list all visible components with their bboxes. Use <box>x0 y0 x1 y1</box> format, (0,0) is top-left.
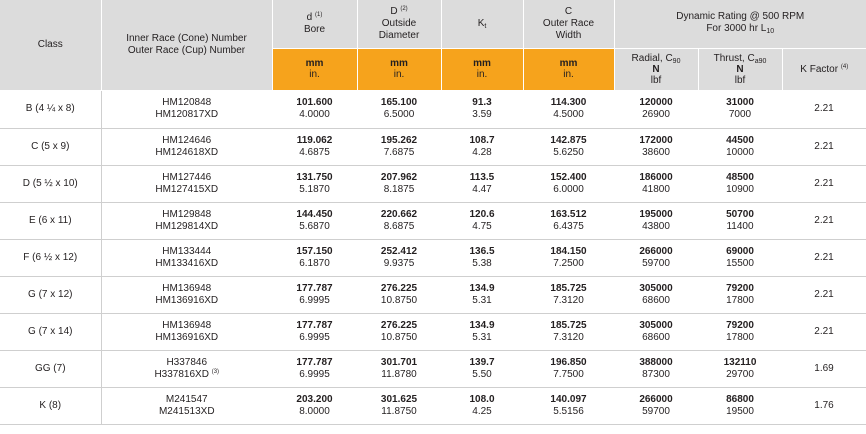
thrust-rating-cell: 79200 17800 <box>698 276 782 313</box>
outer-race-width-cell: 142.875 5.6250 <box>523 128 614 165</box>
thrust-rating-cell: 44500 10000 <box>698 128 782 165</box>
kt-cell: 120.6 4.75 <box>441 202 523 239</box>
outside-diameter-header: D $^{(2)}$ Outside Diameter <box>357 0 441 48</box>
part-number-cell: M241547 M241513XD <box>101 387 272 424</box>
radial-rating-cell: 266000 59700 <box>614 387 698 424</box>
part-number-cell: HM133444 HM133416XD <box>101 239 272 276</box>
kt-cell: 136.5 5.38 <box>441 239 523 276</box>
part-number-header: Inner Race (Cone) Number Outer Race (Cup) Number <box>101 0 272 90</box>
radial-rating-cell: 195000 43800 <box>614 202 698 239</box>
outer-race-width-cell: 114.300 4.5000 <box>523 90 614 128</box>
thrust-rating-cell: 132110 29700 <box>698 350 782 387</box>
thrust-rating-cell: 31000 7000 <box>698 90 782 128</box>
outer-race-width-cell: 163.512 6.4375 <box>523 202 614 239</box>
radial-rating-header: Radial, $C_{90}$ N lbf <box>614 48 698 90</box>
cw-units: mm in. <box>523 48 614 90</box>
outside-diameter-cell: 276.225 10.8750 <box>357 276 441 313</box>
class-header: Class <box>0 0 101 90</box>
kt-cell: 113.5 4.47 <box>441 165 523 202</box>
class-cell: GG (7) <box>0 350 101 387</box>
radial-rating-cell: 388000 87300 <box>614 350 698 387</box>
kt-cell: 139.7 5.50 <box>441 350 523 387</box>
class-cell: G (7 x 14) <box>0 313 101 350</box>
od-units: mm in. <box>357 48 441 90</box>
bore-cell: 119.062 4.6875 <box>272 128 357 165</box>
outside-diameter-cell: 301.625 11.8750 <box>357 387 441 424</box>
k-factor-cell: 2.21 <box>782 313 866 350</box>
kt-cell: 134.9 5.31 <box>441 313 523 350</box>
k-factor-cell: 2.21 <box>782 165 866 202</box>
k-factor-cell: 2.21 <box>782 239 866 276</box>
outer-race-width-cell: 152.400 6.0000 <box>523 165 614 202</box>
kt-cell: 108.0 4.25 <box>441 387 523 424</box>
outer-race-width-cell: 185.725 7.3120 <box>523 313 614 350</box>
outer-race-width-cell: 185.725 7.3120 <box>523 276 614 313</box>
bore-units: mm in. <box>272 48 357 90</box>
outside-diameter-cell: 207.962 8.1875 <box>357 165 441 202</box>
kt-cell: 134.9 5.31 <box>441 276 523 313</box>
outer-race-width-cell: 184.150 7.2500 <box>523 239 614 276</box>
outer-race-width-cell: 140.097 5.5156 <box>523 387 614 424</box>
kt-units: mm in. <box>441 48 523 90</box>
radial-rating-cell: 172000 38600 <box>614 128 698 165</box>
part-number-cell: H337846 H337816XD $^{(3)}$ <box>101 350 272 387</box>
thrust-rating-cell: 86800 19500 <box>698 387 782 424</box>
table-row <box>0 165 866 202</box>
bore-cell: 101.600 4.0000 <box>272 90 357 128</box>
class-cell: F (6 ½ x 12) <box>0 239 101 276</box>
class-cell: K (8) <box>0 387 101 424</box>
k-factor-cell: 2.21 <box>782 276 866 313</box>
part-number-cell: HM136948 HM136916XD <box>101 313 272 350</box>
outside-diameter-cell: 195.262 7.6875 <box>357 128 441 165</box>
bore-cell: 177.787 6.9995 <box>272 276 357 313</box>
bore-cell: 144.450 5.6870 <box>272 202 357 239</box>
radial-rating-cell: 266000 59700 <box>614 239 698 276</box>
bore-cell: 157.150 6.1870 <box>272 239 357 276</box>
class-cell: G (7 x 12) <box>0 276 101 313</box>
thrust-rating-cell: 79200 17800 <box>698 313 782 350</box>
outer-race-width-header: C Outer Race Width <box>523 0 614 48</box>
table-row <box>0 90 866 128</box>
radial-rating-cell: 305000 68600 <box>614 276 698 313</box>
thrust-rating-cell: 50700 11400 <box>698 202 782 239</box>
part-number-cell: HM124646 HM124618XD <box>101 128 272 165</box>
k-factor-header: K Factor $^{(4)}$ <box>782 48 866 90</box>
k-factor-cell: 2.21 <box>782 128 866 165</box>
bore-cell: 177.787 6.9995 <box>272 313 357 350</box>
table-row <box>0 202 866 239</box>
table-row <box>0 313 866 350</box>
k-factor-cell: 2.21 <box>782 90 866 128</box>
kt-cell: 108.7 4.28 <box>441 128 523 165</box>
class-cell: C (5 x 9) <box>0 128 101 165</box>
part-number-cell: HM129848 HM129814XD <box>101 202 272 239</box>
table-row <box>0 239 866 276</box>
thrust-rating-header: Thrust, $C_{a90}$ N lbf <box>698 48 782 90</box>
k-factor-cell: 1.76 <box>782 387 866 424</box>
table-row <box>0 276 866 313</box>
part-number-cell: HM120848 HM120817XD <box>101 90 272 128</box>
class-cell: B (4 ¼ x 8) <box>0 90 101 128</box>
outside-diameter-cell: 220.662 8.6875 <box>357 202 441 239</box>
thrust-rating-cell: 69000 15500 <box>698 239 782 276</box>
class-cell: D (5 ½ x 10) <box>0 165 101 202</box>
class-cell: E (6 x 11) <box>0 202 101 239</box>
bore-cell: 131.750 5.1870 <box>272 165 357 202</box>
table-row <box>0 387 866 424</box>
part-number-cell: HM136948 HM136916XD <box>101 276 272 313</box>
outside-diameter-cell: 276.225 10.8750 <box>357 313 441 350</box>
thrust-rating-cell: 48500 10900 <box>698 165 782 202</box>
bore-header: d $^{(1)}$ Bore <box>272 0 357 48</box>
dynamic-rating-header: Dynamic Rating @ 500 RPM For 3000 hr $L_{10}$ <box>614 0 866 48</box>
k-factor-cell: 2.21 <box>782 202 866 239</box>
table-row <box>0 350 866 387</box>
outside-diameter-cell: 252.412 9.9375 <box>357 239 441 276</box>
bore-cell: 177.787 6.9995 <box>272 350 357 387</box>
part-number-cell: HM127446 HM127415XD <box>101 165 272 202</box>
table-row <box>0 128 866 165</box>
radial-rating-cell: 120000 26900 <box>614 90 698 128</box>
outside-diameter-cell: 165.100 6.5000 <box>357 90 441 128</box>
kt-header: $K_t$ <box>441 0 523 48</box>
radial-rating-cell: 186000 41800 <box>614 165 698 202</box>
radial-rating-cell: 305000 68600 <box>614 313 698 350</box>
outside-diameter-cell: 301.701 11.8780 <box>357 350 441 387</box>
outer-race-width-cell: 196.850 7.7500 <box>523 350 614 387</box>
k-factor-cell: 1.69 <box>782 350 866 387</box>
kt-cell: 91.3 3.59 <box>441 90 523 128</box>
bore-cell: 203.200 8.0000 <box>272 387 357 424</box>
